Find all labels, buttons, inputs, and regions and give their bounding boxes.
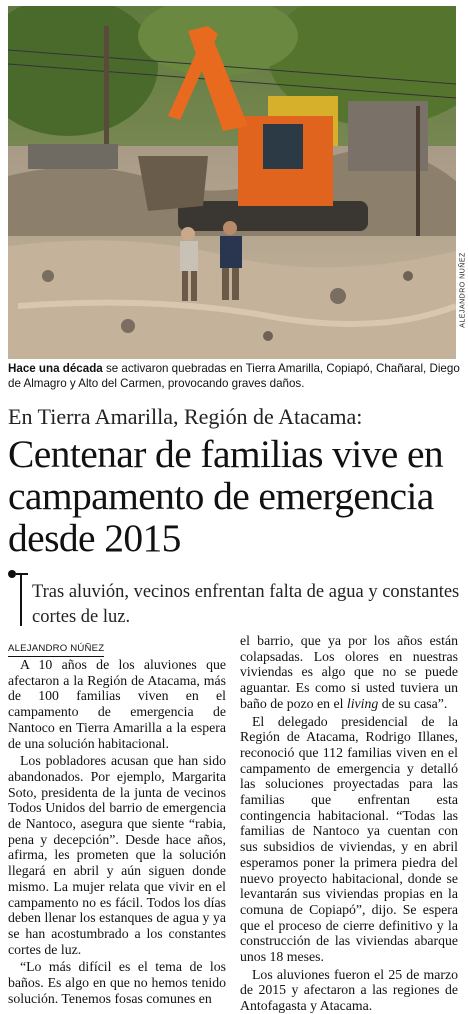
caption-lead: Hace una década bbox=[8, 362, 103, 375]
photo-caption bbox=[8, 361, 460, 391]
article-deck: Tras aluvión, vecinos enfrentan falta de agua y constantes cortes de luz. bbox=[32, 582, 460, 627]
paragraph: A 10 años de los aluviones que afectaron a la Región de Atacama, más de 100 familias viven en el campamento de emergencia de Nantoco en Tierra Amarilla a la espera de una solución habitacional. bbox=[8, 657, 226, 751]
deck-rule bbox=[20, 574, 22, 626]
paragraph: El delegado presidencial de la Región de Atacama, Rodrigo Illanes, reconoció que 112 familias viven en el campamento de emergencia y detalló las soluciones proyectadas para las familias que enfrentan esta contingencia habitacional. “Todas las familias de Nantoco ya cuentan con sus subsidios de viviendas, y en abril esperamos poner la primera piedra del nuevo proyecto habitacional, donde se levantarán sus viviendas propias en la comuna de Copiapó”, dijo. Se espera que el proceso de cierre definitivo y la construcción de las viviendas abarque unos 18 meses. bbox=[240, 713, 458, 965]
paragraph: Los pobladores acusan que han sido abandonados. Por ejemplo, Margarita Soto, presidenta de la junta de vecinos Todos Unidos del barrio de emergencia de Nantoco, asegura que siente “rabia, pena y decepción”. Desde hace años, afirma, les prometen que la solución llegará en abril y aún siguen donde mismo. La mujer relata que vivir en el campamento no es fácil. Todos los días deben llenar los estanques de agua y ya se han acostumbrado a los constantes cortes de luz. bbox=[8, 753, 226, 957]
article-kicker: En Tierra Amarilla, Región de Atacama: bbox=[8, 404, 363, 429]
photo-credit: ALEJANDRO NUÑEZ bbox=[459, 252, 467, 328]
paragraph: “Lo más difícil es el tema de los baños. Es algo en que no hemos tenido solución. Tenemos fosas comunes en bbox=[8, 959, 226, 1006]
article-headline: Centenar de familias vive en campamento de emergencia desde 2015 bbox=[8, 432, 444, 560]
article-column-1 bbox=[8, 657, 226, 1006]
paragraph: Los aluviones fueron el 25 de marzo de 2015 y afectaron a las regiones de Antofagasta y Atacama. bbox=[240, 966, 458, 1014]
news-photo bbox=[8, 6, 456, 359]
article-byline: ALEJANDRO NÚÑEZ bbox=[8, 643, 104, 657]
article-column-2 bbox=[240, 633, 458, 1014]
paragraph: el barrio, que ya por los años están colapsadas. Los olores en nuestras viviendas es algo que no se puede aguantar. Es como si usted tuviera un baño de pozo en el living de su casa”. bbox=[240, 633, 458, 711]
caption-text: se activaron quebradas en Tierra Amarilla, Copiapó, Chañaral, Diego de Almagro y Alto del Carmen, provocando graves daños. bbox=[8, 362, 460, 390]
